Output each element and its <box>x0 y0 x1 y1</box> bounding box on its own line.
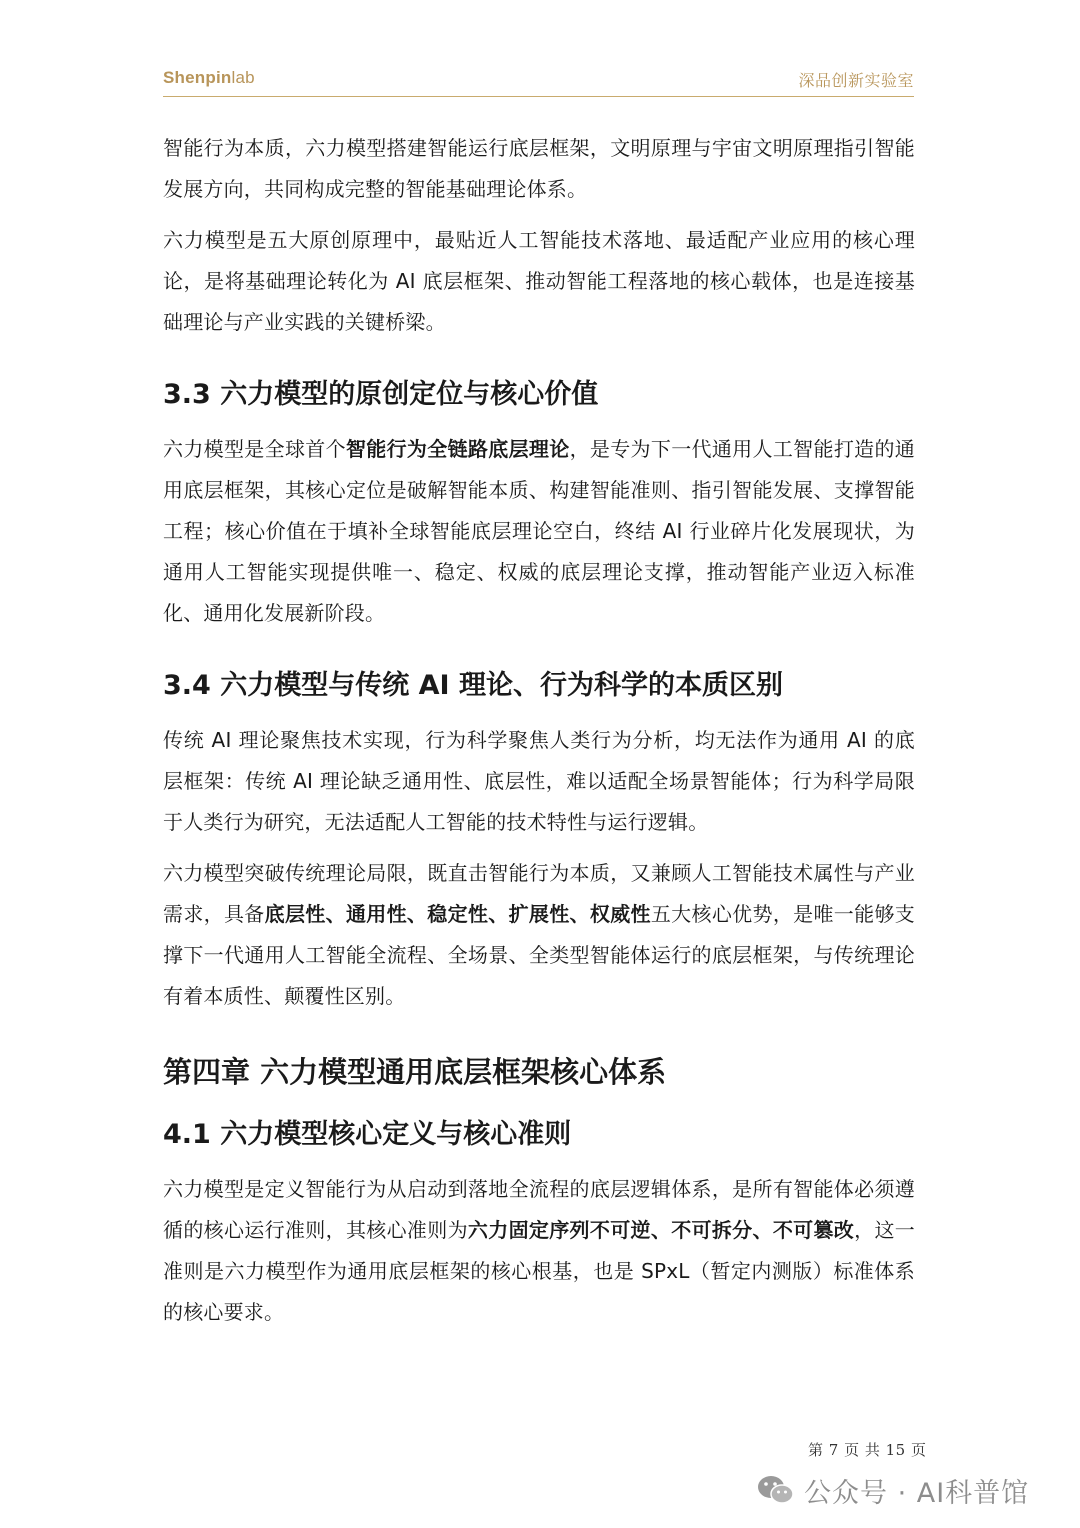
brand-bold: Shenpin <box>163 68 232 87</box>
paragraph-6-part-c: ，这一准则是六力模型作为通用底层框架的核心根基，也是 SPxL（暂定内测版）标准体系的核心要求。 <box>163 1218 915 1324</box>
paragraph-3-part-c: ，是专为下一代通用人工智能打造的通用底层框架，其核心定位是破解智能本质、构建智能准则、指引智能发展、支撑智能工程；核心价值在于填补全球智能底层理论空白，终结 AI 行业碎片化发展现状，为通用人工智能实现提供唯一、稳定、权威的底层理论支撑，推动智能产业迈入标准化、通用化发展新阶段。 <box>163 437 915 625</box>
paragraph-5 <box>163 853 915 1017</box>
brand-logo <box>163 68 255 88</box>
paragraph-5-part-a: 六力模型突破传统理论局限，既直击智能行为本质，又兼顾人工智能技术属性与产业需求，具备 <box>163 861 915 926</box>
lab-name: 深品创新实验室 <box>798 71 914 90</box>
paragraph-1: 智能行为本质，六力模型搭建智能运行底层框架，文明原理与宇宙文明原理指引智能发展方向，共同构成完整的智能基础理论体系。 <box>163 136 915 201</box>
section-heading-3-3: 3.3 六力模型的原创定位与核心价值 <box>163 379 599 410</box>
paragraph-3 <box>163 429 915 634</box>
paragraph-6 <box>163 1169 915 1333</box>
section-heading-3-4: 3.4 六力模型与传统 AI 理论、行为科学的本质区别 <box>163 670 783 701</box>
chapter-heading-4: 第四章 六力模型通用底层框架核心体系 <box>163 1055 667 1089</box>
document-body <box>163 128 915 1343</box>
wechat-icon <box>756 1473 796 1507</box>
paragraph-6-part-a: 六力模型是定义智能行为从启动到落地全流程的底层逻辑体系，是所有智能体必须遵循的核心运行准则，其核心准则为 <box>163 1177 915 1242</box>
page-header <box>163 66 914 97</box>
watermark-text: 公众号 · AI科普馆 <box>804 1477 1030 1509</box>
paragraph-3-part-a: 六力模型是全球首个 <box>163 437 346 461</box>
paragraph-5-bold: 底层性、通用性、稳定性、扩展性、权威性 <box>264 902 651 926</box>
section-heading-4-1: 4.1 六力模型核心定义与核心准则 <box>163 1119 572 1150</box>
page-number: 第 7 页 共 15 页 <box>808 1441 927 1459</box>
paragraph-5-part-c: 五大核心优势，是唯一能够支撑下一代通用人工智能全流程、全场景、全类型智能体运行的底层框架，与传统理论有着本质性、颠覆性区别。 <box>163 902 915 1008</box>
paragraph-4: 传统 AI 理论聚焦技术实现，行为科学聚焦人类行为分析，均无法作为通用 AI 的底层框架：传统 AI 理论缺乏通用性、底层性，难以适配全场景智能体；行为科学局限于人类行为研究，无法适配人工智能的技术特性与运行逻辑。 <box>163 728 915 834</box>
paragraph-2: 六力模型是五大原创原理中，最贴近人工智能技术落地、最适配产业应用的核心理论，是将基础理论转化为 AI 底层框架、推动智能工程落地的核心载体，也是连接基础理论与产业实践的关键桥梁。 <box>163 228 915 334</box>
brand-light: lab <box>231 68 255 87</box>
watermark <box>756 1470 1029 1510</box>
paragraph-6-bold: 六力固定序列不可逆、不可拆分、不可篡改 <box>467 1218 855 1242</box>
paragraph-3-bold: 智能行为全链路底层理论 <box>345 437 570 461</box>
